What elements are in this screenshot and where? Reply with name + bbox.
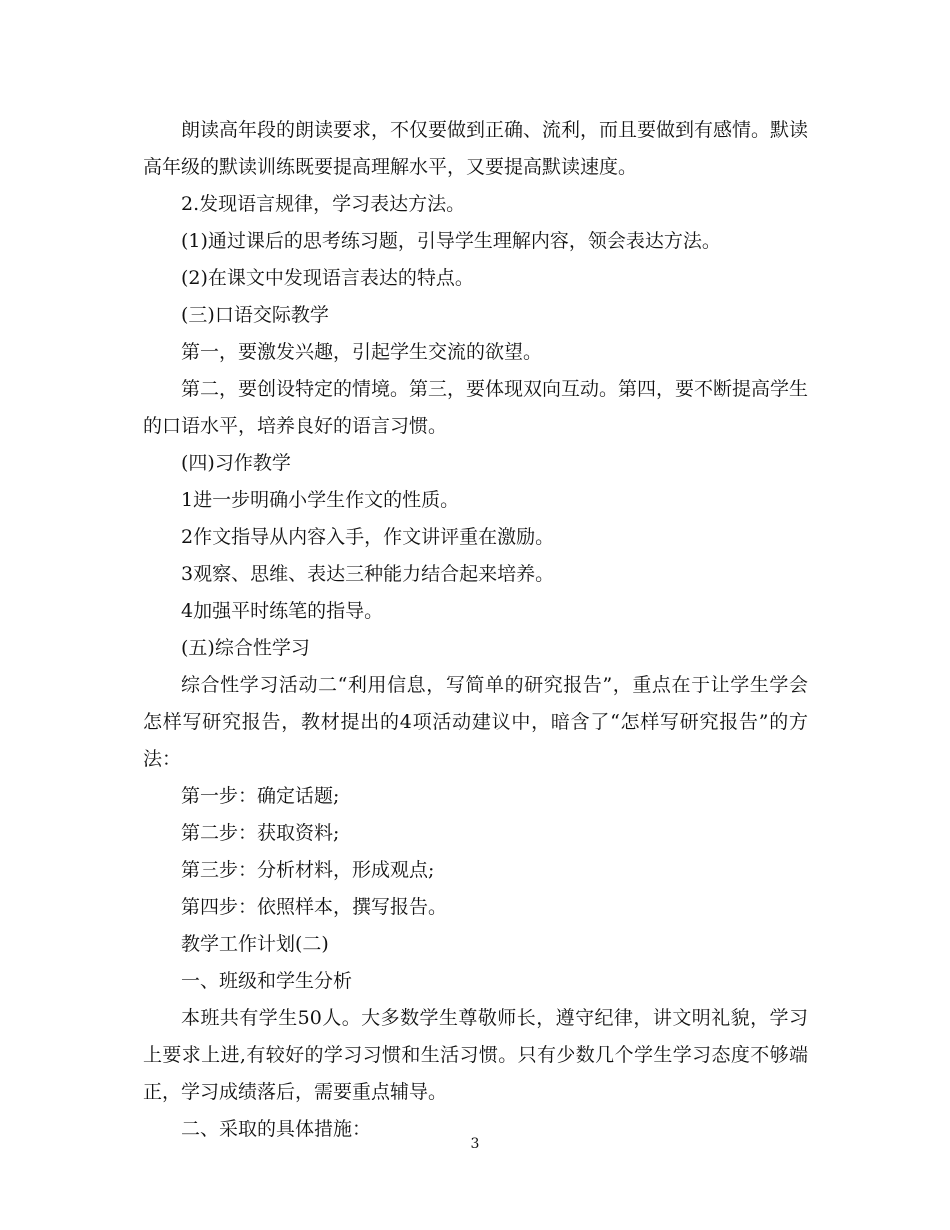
paragraph-research-report: 综合性学习活动二“利用信息，写简单的研究报告”，重点在于让学生学会怎样写研究报告，教材提出的4项活动建议中，暗含了“怎样写研究报告”的方法： xyxy=(143,674,808,770)
heading-teaching-plan-two: 教学工作计划(二) xyxy=(181,933,329,955)
paragraph-oral-steps: 第二，要创设特定的情境。第三，要体现双向互动。第四，要不断提高学生的口语水平，培养良好的语言习惯。 xyxy=(143,378,809,437)
paragraph-expression-features: (2)在课文中发现语言表达的特点。 xyxy=(181,267,474,289)
list-item-step-1: 第一步：确定话题; xyxy=(181,785,340,807)
paragraph-reading-requirements: 朗读高年段的朗读要求，不仅要做到正确、流利，而且要做到有感情。默读高年级的默读训练既要提高理解水平，又要提高默读速度。 xyxy=(143,119,809,178)
heading-oral-communication: (三)口语交际教学 xyxy=(181,304,329,326)
paragraph-class-analysis: 本班共有学生50人。大多数学生尊敬师长，遵守纪律，讲文明礼貌，学习上要求上进,有较好的学习习惯和生活习惯。只有少数几个学生学习态度不够端正，学习成绩落后，需要重点辅导。 xyxy=(143,1007,808,1103)
paragraph-exercise-guidance: (1)通过课后的思考练习题，引导学生理解内容，领会表达方法。 xyxy=(181,230,721,252)
paragraph-language-rules: 2.发现语言规律，学习表达方法。 xyxy=(181,193,466,215)
list-item-writing-1: 1进一步明确小学生作文的性质。 xyxy=(181,489,460,511)
page-number: 3 xyxy=(470,1136,480,1152)
list-item-writing-4: 4加强平时练笔的指导。 xyxy=(181,600,384,622)
heading-comprehensive-learning: (五)综合性学习 xyxy=(181,637,310,659)
list-item-writing-3: 3观察、思维、表达三种能力结合起来培养。 xyxy=(181,563,555,585)
heading-class-analysis: 一、班级和学生分析 xyxy=(181,970,353,992)
list-item-step-4: 第四步：依照样本，撰写报告。 xyxy=(181,896,448,918)
list-item-writing-2: 2作文指导从内容入手，作文讲评重在激励。 xyxy=(181,526,555,548)
paragraph-oral-step-one: 第一，要激发兴趣，引起学生交流的欲望。 xyxy=(181,341,543,363)
heading-specific-measures: 二、采取的具体措施： xyxy=(181,1118,372,1140)
list-item-step-3: 第三步：分析材料，形成观点; xyxy=(181,859,435,881)
document-body xyxy=(143,112,808,1148)
heading-writing-teaching: (四)习作教学 xyxy=(181,452,291,474)
list-item-step-2: 第二步：获取资料; xyxy=(181,822,340,844)
